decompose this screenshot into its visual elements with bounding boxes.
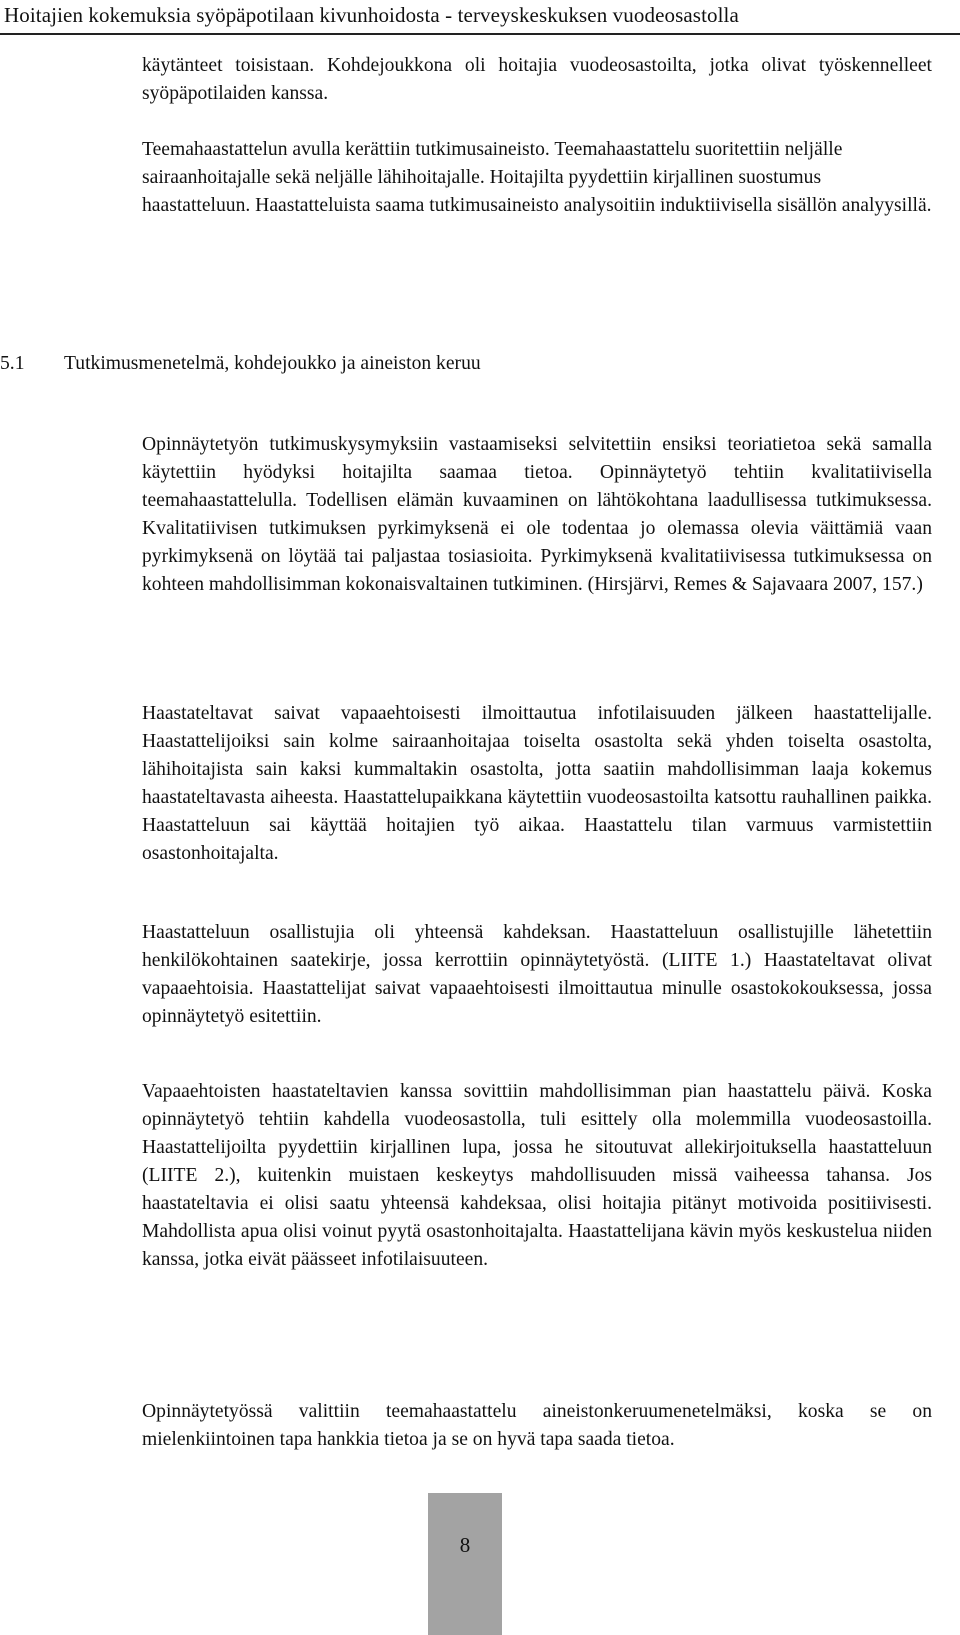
paragraph-closing: Opinnäytetyössä valittiin teemahaastattelu aineistonkeruumenetelmäksi, koska se on mielenkiintoinen tapa hankkia tietoa ja se on hyvä tapa saada tietoa.: [142, 1401, 932, 1450]
paragraph-intro-2: Teemahaastattelun avulla kerättiin tutkimusaineisto. Teemahaastattelu suoritettiin neljälle sairaanhoitajalle sekä neljälle lähihoitajalle. Hoitajilta pyydettiin kirjallinen suostumus haastatteluun. Haastatteluista saama tutkimusaineisto analysoitiin induktiivisella sisällön analyysillä.: [142, 139, 932, 216]
page-number: 8: [459, 1533, 471, 1557]
section-title: Tutkimusmenetelmä, kohdejoukko ja aineiston keruu: [64, 353, 481, 374]
paragraph-intro-1: käytänteet toisistaan. Kohdejoukkona oli hoitajia vuodeosastoilta, jotka olivat työskennelleet syöpäpotilaiden kanssa.: [142, 55, 932, 104]
running-header-title: Hoitajien kokemuksia syöpäpotilaan kivunhoidosta - terveyskeskuksen vuodeosastolla: [4, 3, 739, 27]
page-number-tab: [428, 1493, 502, 1635]
paragraph-method-4: Vapaaehtoisten haastateltavien kanssa sovittiin mahdollisimman pian haastattelu päivä. Koska opinnäytetyö tehtiin kahdella vuodeosastolla, tuli esittely olla molemmilla vuodeosastoilla. Haastattelijoilta pyydettiin kirjallinen lupa, jossa he sitoutuvat allekirjoituksella haastatteluun (LIITE 2.), kuitenkin muistaen keskeytys mahdollisuuden missä vaiheessa tahansa. Jos haastateltavia ei olisi saatu yhteensä kahdeksaa, olisi hoitajia pitänyt motivoida positiivisesti. Mahdollista apua olisi voinut pyytä osastonhoitajalta. Haastattelijana kävin myös keskustelua niiden kanssa, jotka eivät päässeet infotilaisuuteen.: [142, 1081, 932, 1270]
header-divider: [0, 33, 960, 35]
paragraph-method-3: Haastatteluun osallistujia oli yhteensä kahdeksan. Haastatteluun osallistujille lähetettiin henkilökohtainen saatekirje, jossa kerrottiin opinnäytetyöstä. (LIITE 1.) Haastateltavat olivat vapaaehtoisia. Haastattelijat saivat vapaaehtoisesti ilmoittautua minulle osastokokouksessa, jossa opinnäytetyö esitettiin.: [142, 922, 932, 1027]
section-heading: [0, 350, 481, 378]
section-number: 5.1: [0, 353, 25, 374]
paragraph-method-1: Opinnäytetyön tutkimuskysymyksiin vastaamiseksi selvitettiin ensiksi teoriatietoa sekä samalla käytettiin hyödyksi hoitajilta saamaa tietoa. Opinnäytetyö tehtiin kvalitatiivisella teemahaastattelulla. Todellisen elämän kuvaaminen on lähtökohtana laadullisessa tutkimuksessa. Kvalitatiivisen tutkimuksen pyrkimyksenä ei ole todentaa jo olemassa olevia väittämiä vaan pyrkimyksenä on löytää tai paljastaa tosiasioita. Pyrkimyksenä kvalitatiivisessa tutkimuksessa on kohteen mahdollisimman kokonaisvaltainen tutkiminen. (Hirsjärvi, Remes & Sajavaara 2007, 157.): [142, 434, 932, 595]
paragraph-method-2: Haastateltavat saivat vapaaehtoisesti ilmoittautua infotilaisuuden jälkeen haastattelijalle. Haastattelijoiksi sain kolme sairaanhoitajaa toiselta osastolta sekä yhden toiselta osastolta, lähihoitajista sain kaksi kummaltakin osastolta, jotta saatiin mahdollisimman laaja kokemus haastateltavasta aiheesta. Haastattelupaikkana käytettiin vuodeosastoilta katsottu rauhallinen paikka. Haastatteluun sai käyttää hoitajien työ aikaa. Haastattelu tilan varmuus varmistettiin osastonhoitajalta.: [142, 703, 932, 864]
